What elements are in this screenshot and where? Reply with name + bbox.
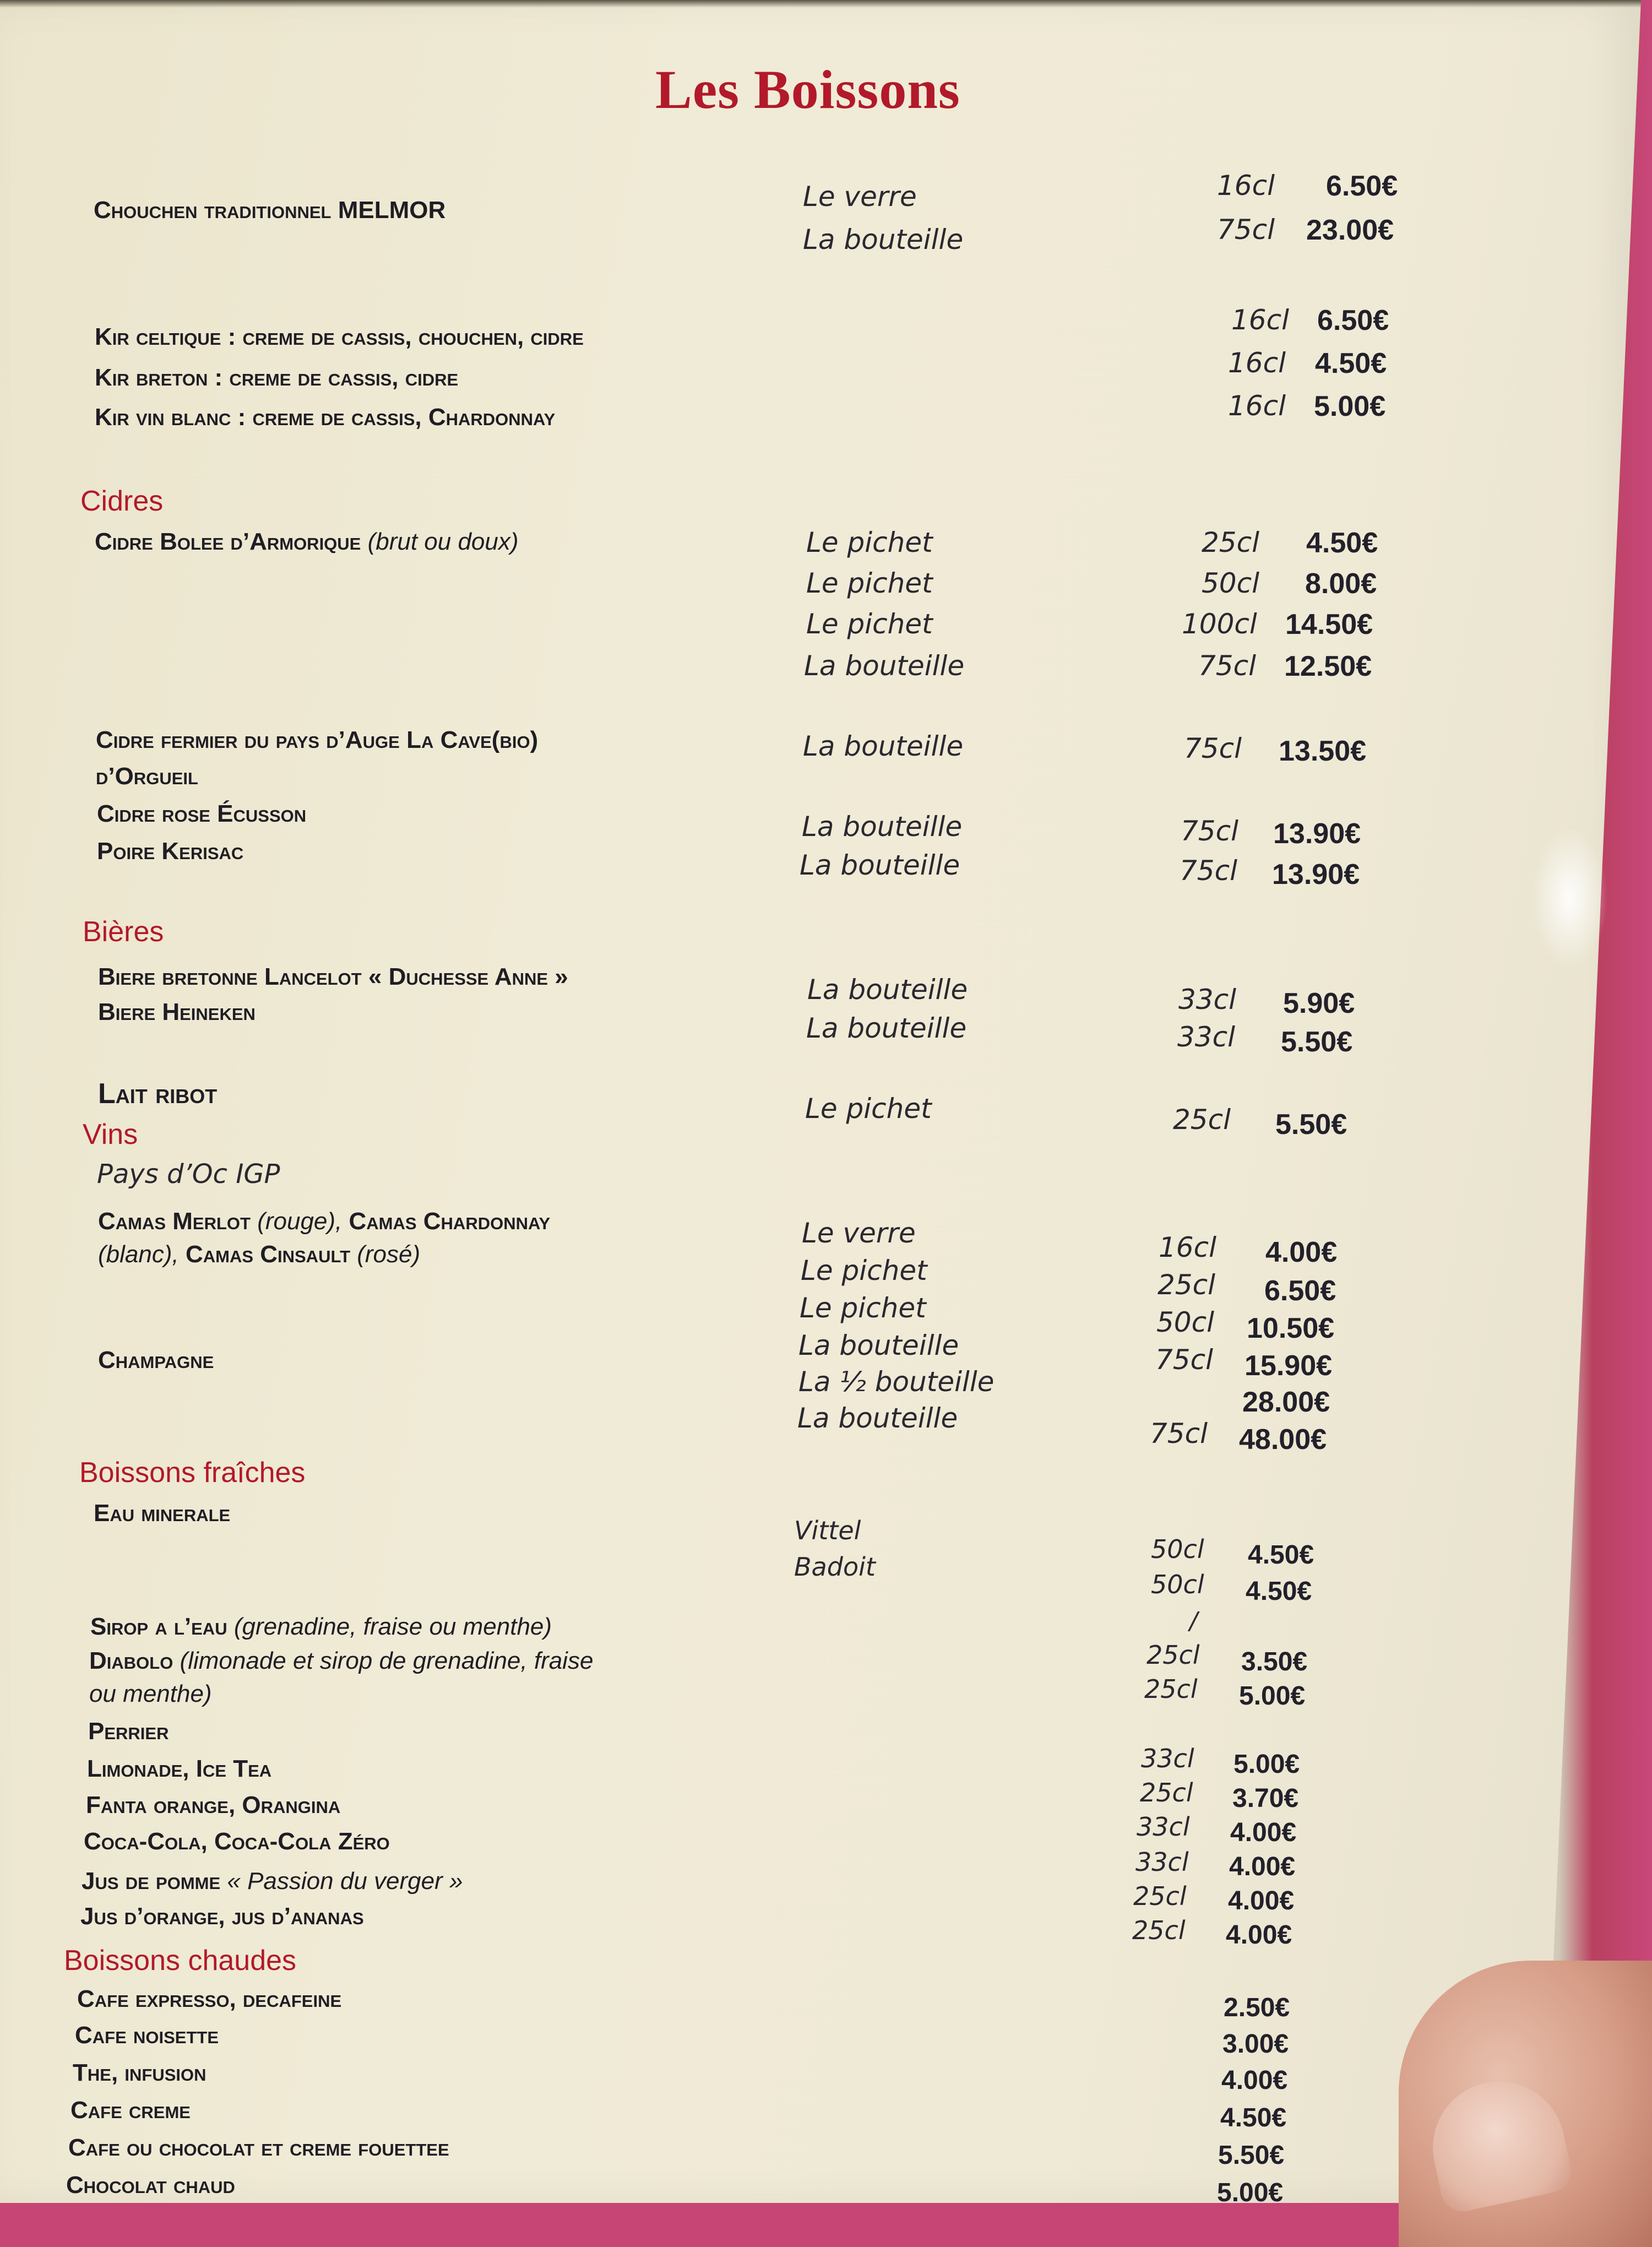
- jus-pomme-label: Jus de pomme: [81, 1868, 227, 1895]
- diabolo-label: Diabolo: [89, 1647, 173, 1674]
- vin-volume-6: 75cl: [1150, 1418, 1208, 1450]
- chouchen-volume-1: 16cl: [1217, 170, 1275, 202]
- kir-vin-blanc-volume: 16cl: [1228, 390, 1286, 422]
- section-chaudes-title: Boissons chaudes: [64, 1945, 297, 1977]
- vin-price-6: 48.00€: [1239, 1424, 1327, 1456]
- biere-bretonne-name: Biere bretonne Lancelot « Duchesse Anne »: [98, 963, 568, 990]
- biere-heineken-container: La bouteille: [806, 1012, 967, 1044]
- badoit-price: 4.50€: [1246, 1577, 1312, 1606]
- limonade-name: Limonade, Ice Tea: [87, 1755, 272, 1782]
- poire-name: Poire Kerisac: [97, 838, 244, 865]
- section-bieres-title: Bières: [83, 916, 164, 948]
- vin-price-4: 15.90€: [1245, 1350, 1333, 1382]
- chouchen-price-1: 6.50€: [1326, 170, 1398, 202]
- kir-breton-name: Kir breton : creme de cassis, cidre: [95, 364, 459, 391]
- vin-container-6: La bouteille: [797, 1402, 958, 1434]
- bolee-volume-3: 100cl: [1182, 608, 1257, 640]
- poire-price: 13.90€: [1272, 859, 1360, 891]
- page-title: Les Boissons: [655, 59, 960, 120]
- perrier-name: Perrier: [88, 1718, 169, 1745]
- chouchen-price-2: 23.00€: [1306, 214, 1394, 246]
- chouchen-name: Chouchen traditionnel MELMOR: [94, 197, 446, 224]
- bolee-volume-2: 50cl: [1202, 567, 1260, 599]
- jus-orange-volume: 25cl: [1133, 1881, 1187, 1911]
- camas-cinsault-color: (rosé): [350, 1241, 421, 1268]
- diabolo-line2: ou menthe): [89, 1680, 212, 1707]
- jus-pomme-name: [81, 1869, 463, 1893]
- chaude-item-1: Cafe expresso, decafeine: [77, 1985, 342, 2012]
- bolee-price-3: 14.50€: [1285, 609, 1373, 641]
- bolee-volume-4: 75cl: [1198, 650, 1257, 682]
- bolee-container-3: Le pichet: [806, 608, 933, 640]
- jus-orange-name: Jus d’orange, jus d’ananas: [80, 1903, 364, 1930]
- diabolo-volume: 25cl: [1146, 1640, 1200, 1670]
- lait-ribot-volume: 25cl: [1173, 1104, 1231, 1136]
- camas-chardonnay: Camas Chardonnay: [349, 1208, 551, 1235]
- extra-volume: 25cl: [1132, 1915, 1186, 1945]
- chaude-item-2: Cafe noisette: [75, 2022, 219, 2049]
- badoit-volume: 50cl: [1151, 1570, 1204, 1599]
- sirop-label: Sirop a l’eau: [90, 1613, 227, 1640]
- cidre-fermier-line2: d’Orgueil: [96, 763, 198, 790]
- chaude-item-6: Chocolat chaud: [66, 2172, 235, 2199]
- light-glare: [1531, 826, 1608, 969]
- biere-heineken-volume: 33cl: [1177, 1021, 1236, 1053]
- chouchen-volume-2: 75cl: [1217, 214, 1275, 246]
- coca-volume: 33cl: [1137, 1812, 1190, 1842]
- biere-bretonne-container: La bouteille: [807, 974, 968, 1006]
- bolee-container-4: La bouteille: [804, 650, 965, 682]
- jus-pomme-price: 4.00€: [1229, 1852, 1296, 1881]
- kir-vin-blanc-name: Kir vin blanc : creme de cassis, Chardonnay: [95, 404, 556, 431]
- chaude-price-1: 2.50€: [1224, 1993, 1290, 2022]
- kir-celtique-name: Kir celtique : creme de cassis, chouchen, cidre: [95, 323, 584, 350]
- biere-heineken-name: Biere Heineken: [98, 998, 256, 1025]
- limonade-volume: 33cl: [1141, 1744, 1194, 1773]
- chaude-price-5: 5.50€: [1218, 2141, 1285, 2170]
- kir-breton-price: 4.50€: [1315, 348, 1387, 379]
- sirop-note: (grenadine, fraise ou menthe): [227, 1613, 552, 1640]
- extra-price: 4.00€: [1226, 1920, 1292, 1950]
- fanta-volume: 25cl: [1140, 1778, 1193, 1808]
- diabolo-price: 3.50€: [1241, 1647, 1308, 1676]
- lait-ribot-name: Lait ribot: [98, 1078, 218, 1110]
- vin-container-5: La ½ bouteille: [798, 1366, 995, 1398]
- vin-volume-1: 16cl: [1159, 1231, 1217, 1263]
- kir-celtique-volume: 16cl: [1231, 304, 1290, 336]
- fermier-container: La bouteille: [803, 730, 964, 762]
- rose-volume: 75cl: [1181, 815, 1239, 847]
- badoit-label: Badoit: [794, 1552, 876, 1582]
- bolee-volume-1: 25cl: [1202, 527, 1260, 558]
- vin-price-3: 10.50€: [1247, 1312, 1335, 1344]
- cidre-rose-name: Cidre rose Écusson: [97, 800, 307, 827]
- perrier-price: 5.00€: [1239, 1681, 1306, 1711]
- fanta-price: 3.70€: [1232, 1784, 1299, 1813]
- biere-heineken-price: 5.50€: [1281, 1026, 1353, 1058]
- diabolo-name: [89, 1649, 593, 1673]
- page-top-shadow: [0, 0, 1641, 8]
- camas-cinsault: Camas Cinsault: [185, 1241, 351, 1268]
- camas-line-1: [98, 1209, 550, 1234]
- champagne-name: Champagne: [98, 1347, 214, 1374]
- kir-vin-blanc-price: 5.00€: [1314, 390, 1386, 422]
- sirop-volume: /: [1189, 1607, 1198, 1635]
- chaude-item-3: The, infusion: [73, 2059, 206, 2086]
- rose-container: La bouteille: [802, 811, 963, 843]
- vin-container-4: La bouteille: [798, 1329, 959, 1361]
- bolee-price-1: 4.50€: [1306, 527, 1378, 559]
- vin-volume-3: 50cl: [1156, 1306, 1215, 1338]
- cidre-fermier-label: Cidre fermier du pays d’Auge: [96, 726, 407, 753]
- chaude-item-5: Cafe ou chocolat et creme fouettee: [68, 2134, 449, 2161]
- sirop-name: [90, 1615, 552, 1639]
- poire-volume: 75cl: [1180, 855, 1238, 887]
- section-cidres-title: Cidres: [80, 485, 164, 517]
- coca-name: Coca-Cola, Coca-Cola Zéro: [84, 1828, 390, 1855]
- bolee-container-2: Le pichet: [806, 567, 933, 599]
- kir-celtique-price: 6.50€: [1317, 305, 1389, 336]
- chouchen-container-1: Le verre: [803, 181, 917, 213]
- cidre-bolee-label: Cidre Bolee d’Armorique: [95, 528, 361, 555]
- vin-container-1: Le verre: [802, 1217, 916, 1249]
- coca-price: 4.00€: [1230, 1818, 1297, 1847]
- vittel-price: 4.50€: [1248, 1540, 1314, 1570]
- bolee-price-4: 12.50€: [1284, 650, 1372, 682]
- jus-pomme-volume: 33cl: [1135, 1847, 1189, 1877]
- chaude-price-2: 3.00€: [1222, 2029, 1289, 2059]
- diabolo-note: (limonade et sirop de grenadine, fraise: [173, 1647, 594, 1674]
- section-fraiches-title: Boissons fraîches: [79, 1457, 306, 1489]
- chaude-item-4: Cafe creme: [70, 2097, 191, 2124]
- biere-bretonne-price: 5.90€: [1283, 987, 1355, 1019]
- camas-merlot: Camas Merlot: [98, 1208, 251, 1235]
- chaude-price-4: 4.50€: [1220, 2103, 1287, 2132]
- vin-price-2: 6.50€: [1264, 1275, 1336, 1307]
- fanta-name: Fanta orange, Orangina: [86, 1792, 341, 1819]
- bolee-container-1: Le pichet: [806, 527, 933, 558]
- vin-price-1: 4.00€: [1265, 1236, 1338, 1268]
- kir-breton-volume: 16cl: [1228, 347, 1286, 379]
- poire-container: La bouteille: [800, 849, 960, 881]
- camas-merlot-color: (rouge),: [250, 1208, 349, 1235]
- camas-line-2: [98, 1242, 420, 1267]
- fermier-price: 13.50€: [1279, 735, 1367, 767]
- vin-price-5: 28.00€: [1242, 1386, 1330, 1418]
- jus-pomme-note: « Passion du verger »: [227, 1868, 463, 1895]
- chaude-price-6: 5.00€: [1217, 2178, 1284, 2207]
- bolee-price-2: 8.00€: [1305, 568, 1377, 600]
- lait-ribot-price: 5.50€: [1275, 1109, 1347, 1141]
- vin-container-2: Le pichet: [801, 1255, 927, 1287]
- perrier-volume: 25cl: [1144, 1674, 1198, 1704]
- lait-ribot-container: Le pichet: [805, 1093, 932, 1125]
- jus-orange-price: 4.00€: [1228, 1886, 1295, 1915]
- section-vins-title: Vins: [83, 1119, 138, 1150]
- eau-minerale-name: Eau minerale: [94, 1500, 231, 1527]
- vin-container-3: Le pichet: [800, 1292, 926, 1324]
- camas-chardonnay-color: (blanc),: [98, 1241, 186, 1268]
- cidre-fermier-name: [96, 728, 538, 752]
- vittel-label: Vittel: [794, 1516, 861, 1545]
- vins-origin: Pays d’Oc IGP: [97, 1159, 280, 1190]
- vittel-volume: 50cl: [1151, 1534, 1204, 1564]
- vin-volume-4: 75cl: [1155, 1344, 1214, 1376]
- rose-price: 13.90€: [1273, 818, 1361, 850]
- cidre-fermier-brand: La Cave: [406, 726, 492, 753]
- chaude-price-3: 4.00€: [1221, 2066, 1288, 2095]
- limonade-price: 5.00€: [1233, 1750, 1300, 1779]
- cidre-fermier-bio: (bio): [491, 726, 539, 753]
- cidre-bolee-note: (brut ou doux): [361, 528, 519, 555]
- vin-volume-2: 25cl: [1158, 1269, 1216, 1301]
- biere-bretonne-volume: 33cl: [1178, 984, 1237, 1016]
- fermier-volume: 75cl: [1184, 732, 1242, 764]
- chouchen-container-2: La bouteille: [803, 224, 964, 256]
- cidre-bolee-name: [95, 530, 519, 554]
